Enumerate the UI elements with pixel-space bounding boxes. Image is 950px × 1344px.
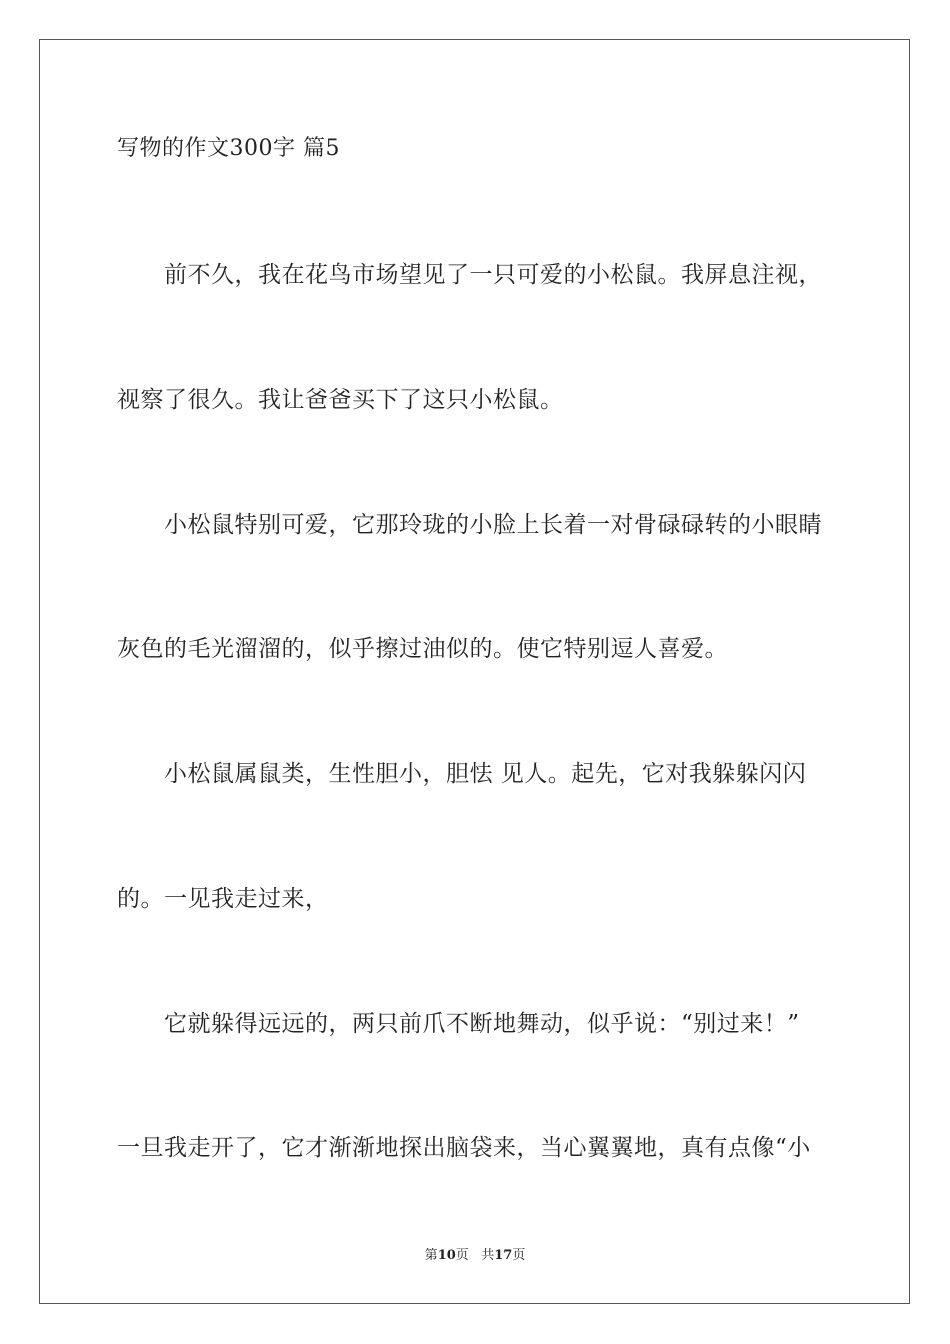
paragraph-line-8: 一旦我走开了，它才渐渐地探出脑袋来，当心翼翼地，真有点像“小 [117, 1135, 811, 1161]
document-title: 写物的作文300字 篇5 [117, 136, 340, 161]
total-unit: 页 [512, 1248, 526, 1263]
paragraph-line-3: 小松鼠特别可爱，它那玲珑的小脸上长着一对骨碌碌转的小眼睛 [164, 512, 822, 538]
paragraph-line-1: 前不久，我在花鸟市场望见了一只可爱的小松鼠。我屏息注视， [164, 262, 822, 288]
total-page-number: 17 [494, 1248, 513, 1263]
paragraph-line-5: 小松鼠属鼠类，生性胆小，胆怯 见人。起先，它对我躲躲闪闪 [164, 761, 807, 787]
paragraph-line-6: 的。一见我走过来， [117, 886, 329, 912]
total-prefix: 共 [481, 1248, 495, 1263]
page-number-footer [0, 1247, 950, 1265]
paragraph-line-7: 它就躲得远远的，两只前爪不断地舞动，似乎说：“别过来！” [164, 1011, 800, 1037]
page-prefix: 第 [424, 1248, 438, 1263]
paragraph-line-2: 视察了很久。我让爸爸买下了这只小松鼠。 [117, 387, 564, 413]
page-border [39, 39, 910, 1304]
current-page-number: 10 [437, 1248, 456, 1263]
page-unit: 页 [455, 1248, 469, 1263]
paragraph-line-4: 灰色的毛光溜溜的，似乎擦过油似的。使它特别逗人喜爱。 [117, 636, 728, 662]
